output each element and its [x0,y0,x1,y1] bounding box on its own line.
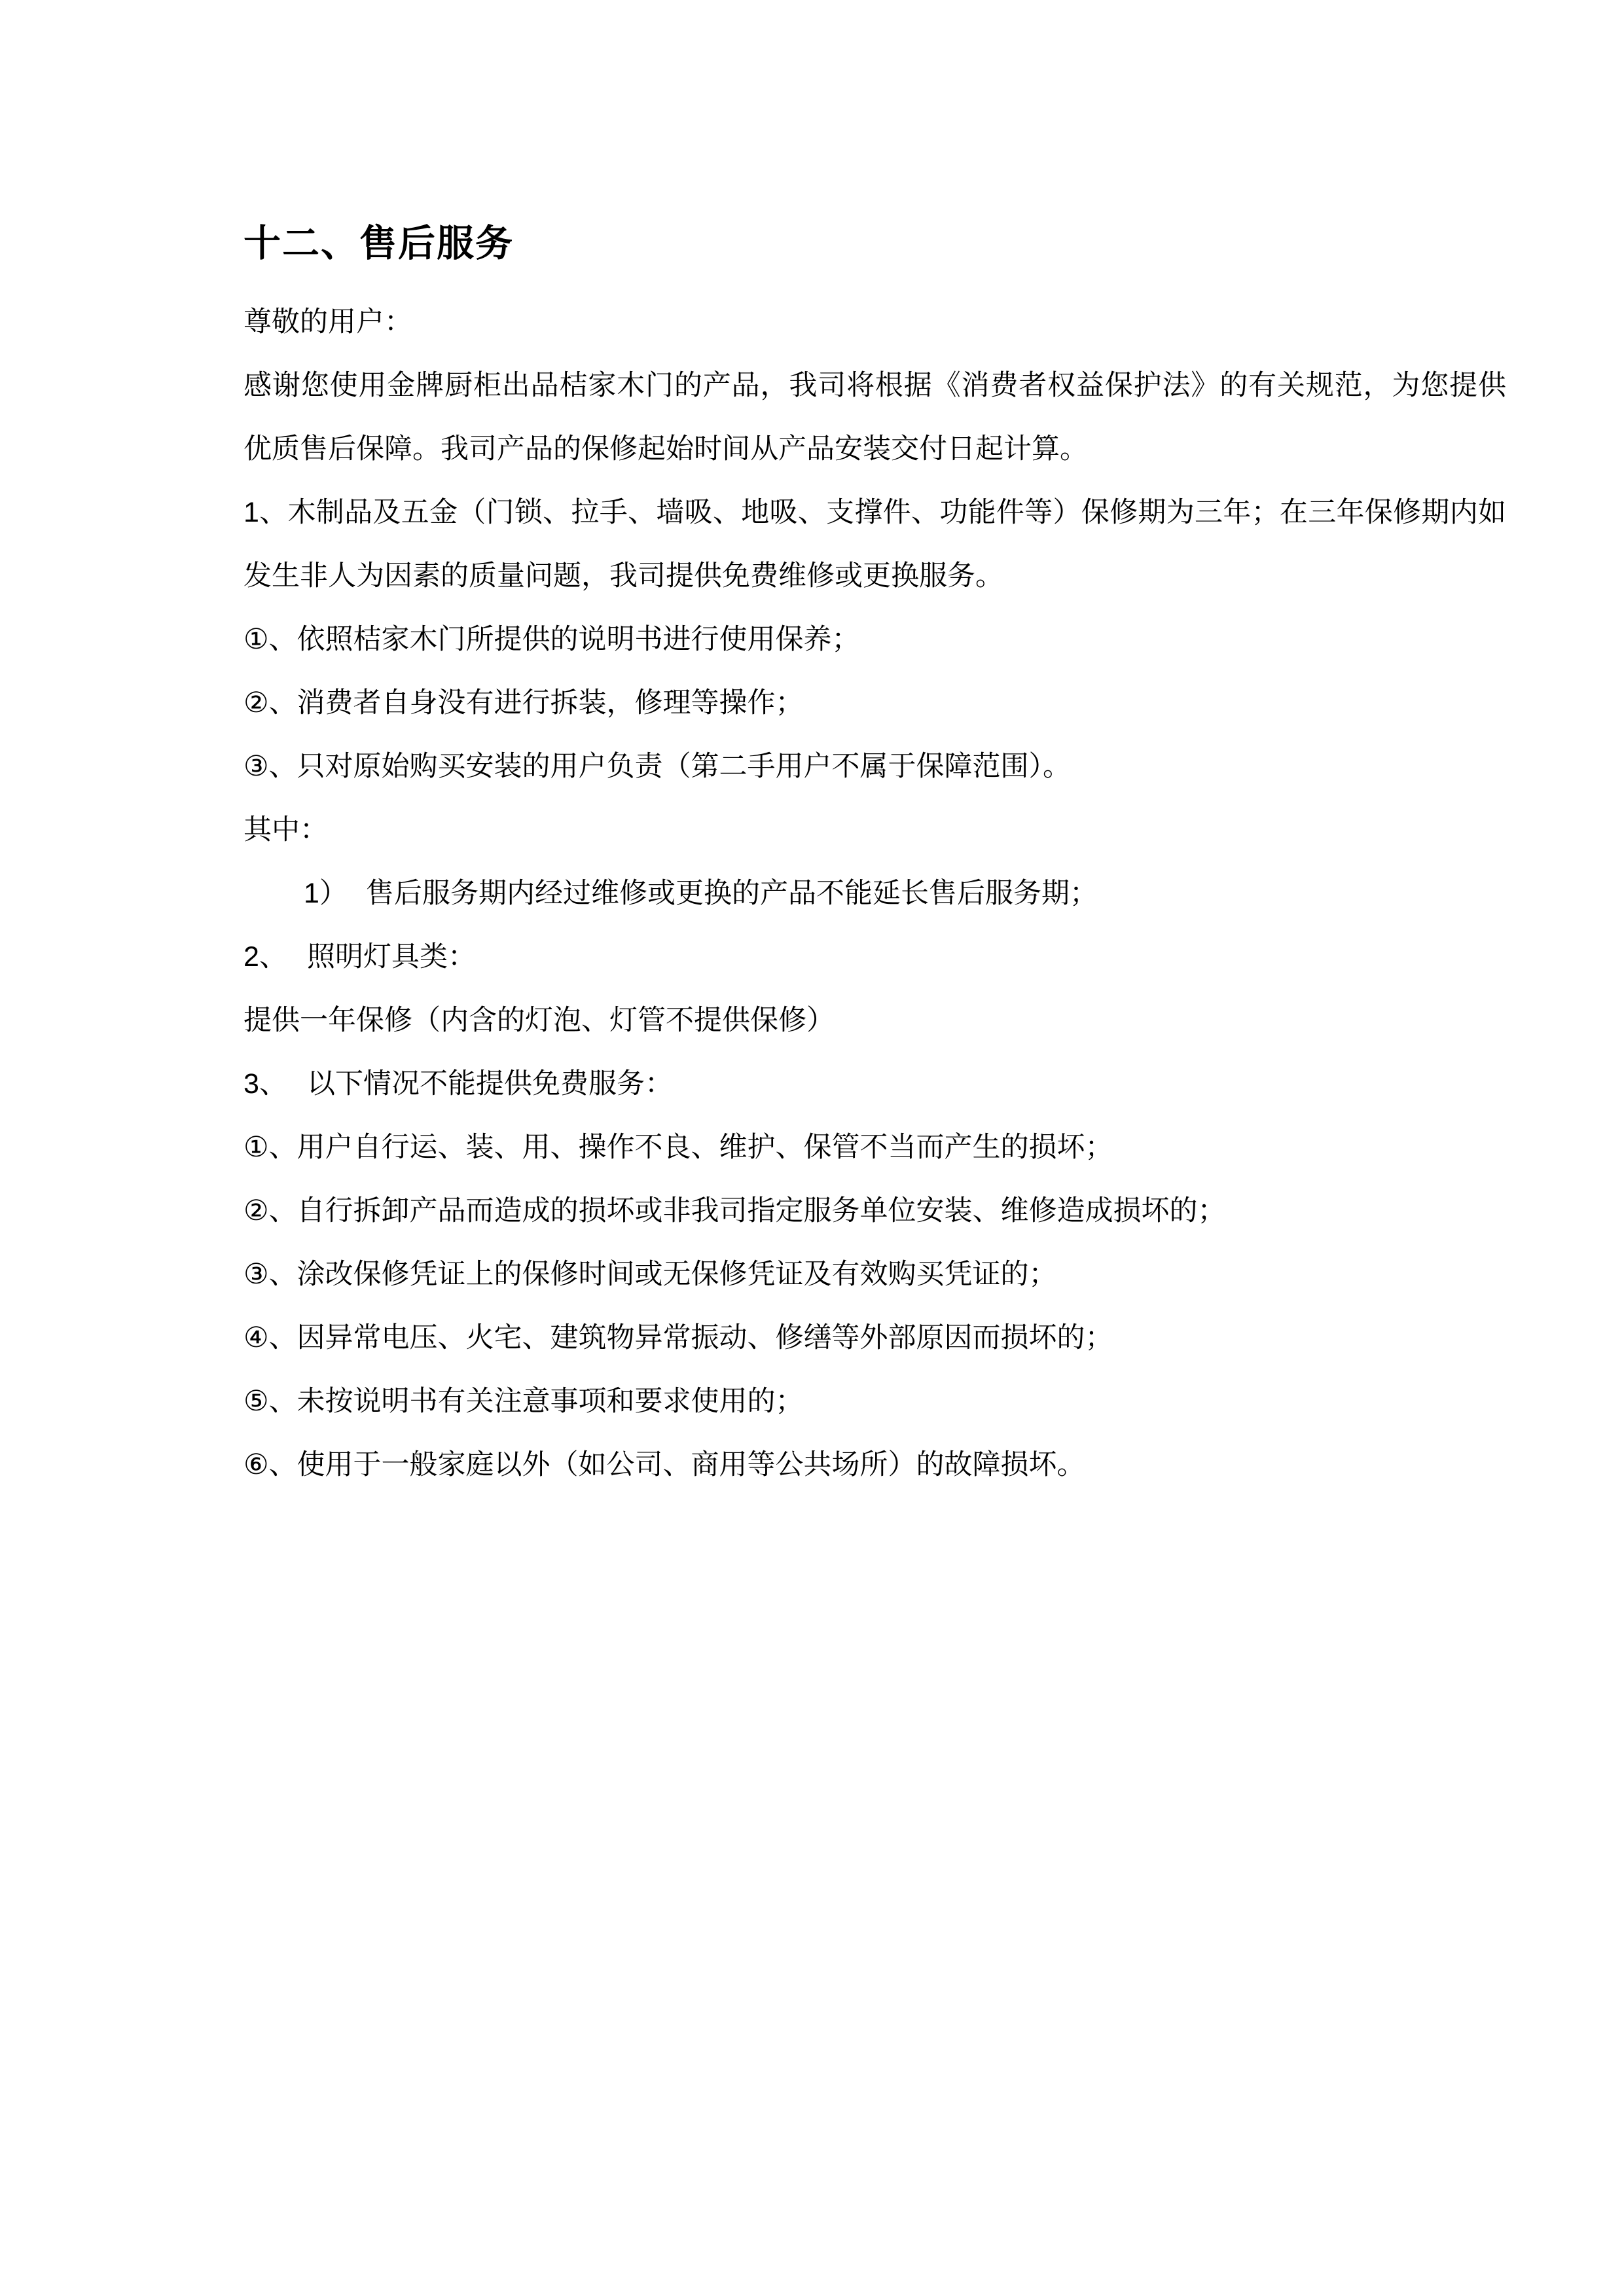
paragraph-intro: 感谢您使用金牌厨柜出品桔家木门的产品，我司将根据《消费者权益保护法》的有关规范，为您提供优质售后保障。我司产品的保修起始时间从产品安装交付日起计算。 [244,369,1506,465]
list-number: 1） [304,877,348,909]
list-number: 2、 [244,941,287,973]
list-item-exclusion-2: ②、自行拆卸产品而造成的损坏或非我司指定服务单位安装、维修造成损坏的； [244,1194,1226,1227]
list-number: 3、 [244,1067,287,1100]
list-item-exclusion-3: ③、涂改保修凭证上的保修时间或无保修凭证及有效购买凭证的； [244,1258,1057,1290]
salutation: 尊敬的用户： [244,306,412,338]
paragraph-warranty-item-3-text: 以下情况不能提供免费服务： [307,1067,673,1100]
paragraph-among-which: 其中： [244,814,328,846]
sub-list-item-1 [244,862,1506,925]
paragraph-warranty-item-2-text: 照明灯具类： [307,941,476,973]
list-item-condition-3: ③、只对原始购买安装的用户负责（第二手用户不属于保障范围）。 [244,750,1072,782]
list-item-exclusion-6: ⑥、使用于一般家庭以外（如公司、商用等公共场所）的故障损坏。 [244,1448,1085,1480]
list-item-exclusion-4: ④、因异常电压、火宅、建筑物异常振动、修缮等外部原因而损坏的； [244,1321,1113,1354]
paragraph-warranty-item-3 [244,1052,1506,1116]
paragraph-lighting-warranty: 提供一年保修（内含的灯泡、灯管不提供保修） [244,1004,835,1036]
sub-list-item-1-text: 售后服务期内经过维修或更换的产品不能延长售后服务期； [366,877,1098,909]
paragraph-warranty-item-2 [244,925,1506,989]
document-content [244,224,1506,1497]
paragraph-warranty-item-1: 1、木制品及五金（门锁、拉手、墙吸、地吸、支撑件、功能件等）保修期为三年；在三年保修期内如发生非人为因素的质量问题，我司提供免费维修或更换服务。 [244,496,1506,592]
list-item-condition-2: ②、消费者自身没有进行拆装，修理等操作； [244,687,804,719]
list-item-condition-1: ①、依照桔家木门所提供的说明书进行使用保养； [244,623,860,655]
list-item-exclusion-1: ①、用户自行运、装、用、操作不良、维护、保管不当而产生的损坏； [244,1131,1113,1163]
section-title: 十二、售后服务 [244,223,514,264]
list-item-exclusion-5: ⑤、未按说明书有关注意事项和要求使用的； [244,1385,804,1417]
